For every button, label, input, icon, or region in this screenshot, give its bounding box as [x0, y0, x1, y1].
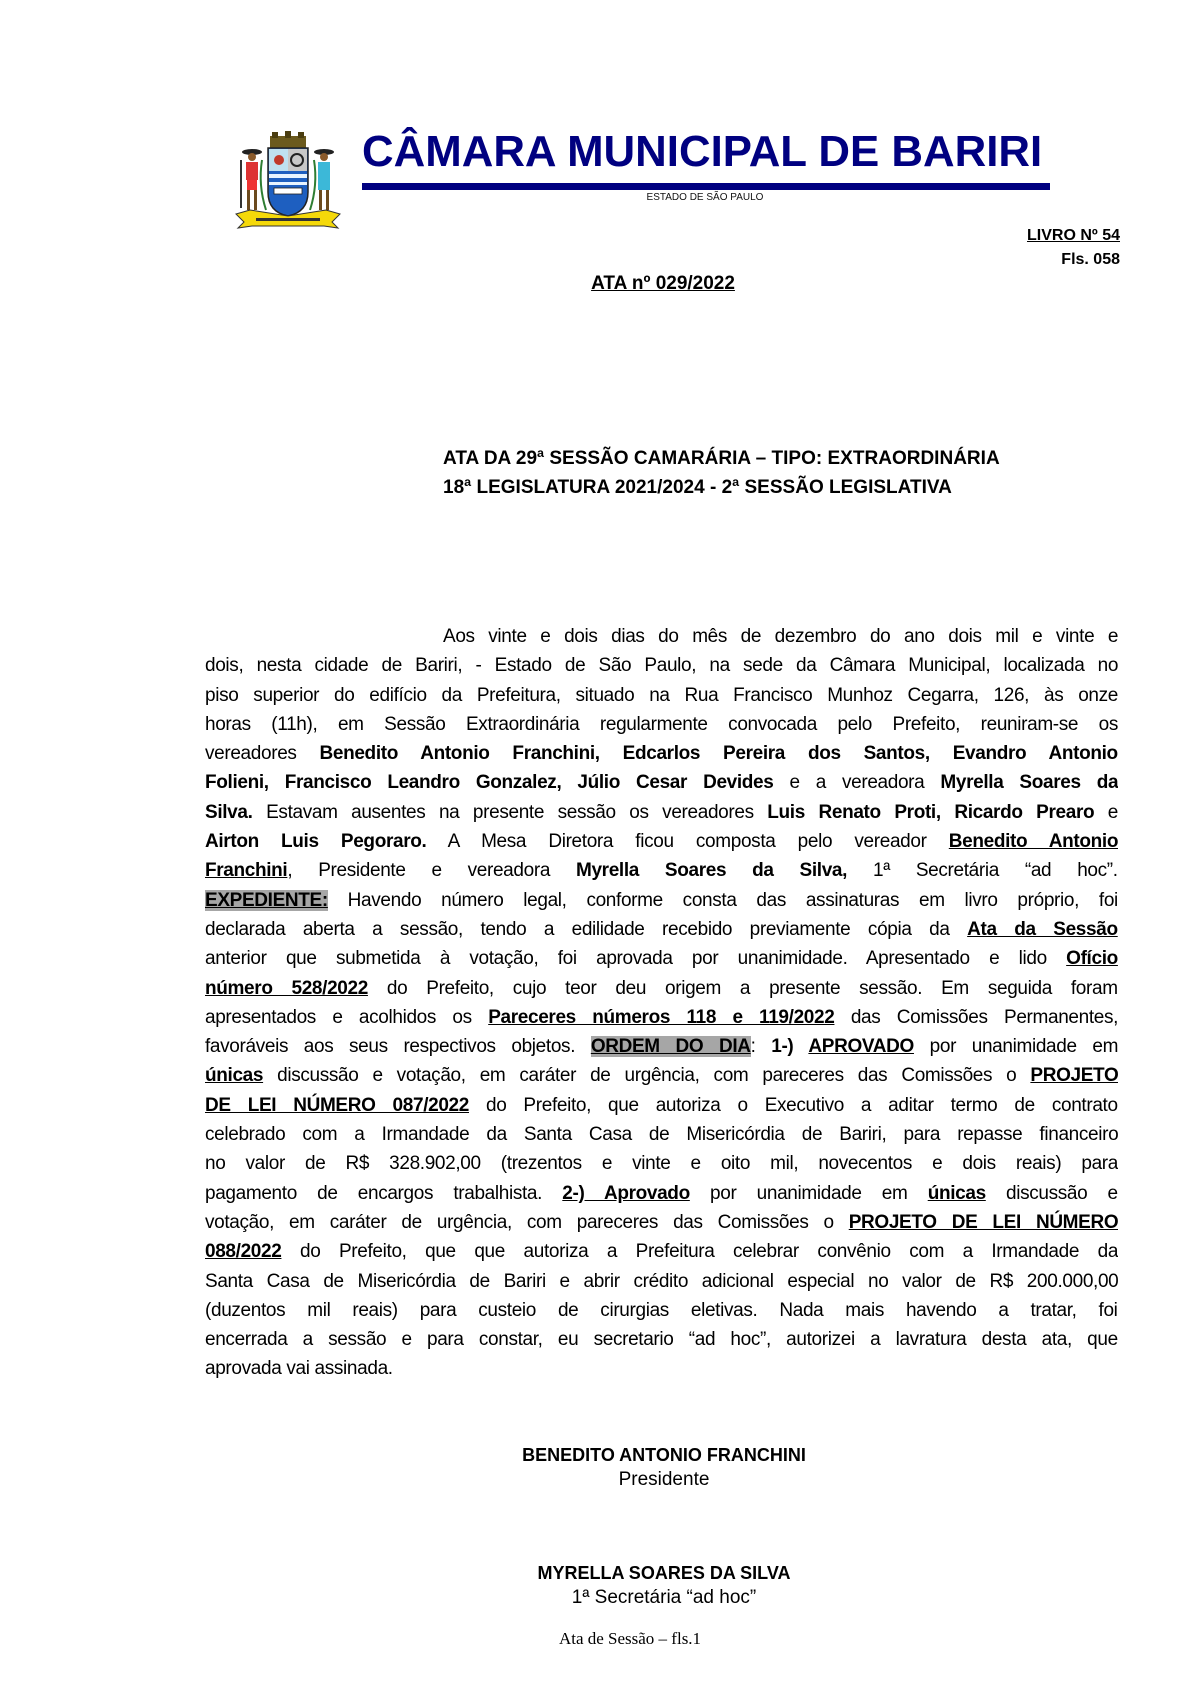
- text-run: por unanimidade em: [689, 1182, 928, 1204]
- municipal-coat-of-arms-icon: [232, 130, 342, 230]
- text-run: por unanimidade em: [913, 1036, 1118, 1058]
- body-line: [205, 1179, 1118, 1208]
- text-run: Folieni, Francisco Leandro Gonzalez, Júlio Cesar Devides: [205, 772, 774, 794]
- text-run: aprovada vai assinada.: [205, 1358, 393, 1380]
- org-subtitle: ESTADO DE SÃO PAULO: [646, 192, 764, 203]
- text-run: PROJETO DE LEI NÚMERO: [848, 1211, 1118, 1233]
- signatory-name: BENEDITO ANTONIO FRANCHINI: [522, 1445, 806, 1465]
- text-run: 2-) Aprovado: [562, 1182, 690, 1204]
- text-run: 1ª Secretária “ad hoc”.: [847, 860, 1118, 882]
- text-run: A Mesa Diretora ficou composta pelo vereador: [426, 831, 949, 853]
- body-line: [205, 1032, 1118, 1061]
- text-run: Myrella Soares da Silva,: [575, 860, 848, 882]
- body-line: [205, 856, 1118, 885]
- text-run: dois, nesta cidade de Bariri, - Estado de São Paulo, na sede da Câmara Municipal, localizada no: [205, 655, 1118, 677]
- text-run: e a vereadora: [773, 772, 941, 794]
- body-line: [205, 768, 1118, 797]
- text-run: PROJETO: [1030, 1065, 1118, 1087]
- body-line: [205, 974, 1118, 1003]
- body-line: [205, 798, 1118, 827]
- body-line: [205, 739, 1118, 768]
- session-heading: [443, 444, 1083, 502]
- text-run: número 528/2022: [205, 977, 368, 999]
- text-run: Pareceres números 118 e 119/2022: [488, 1006, 835, 1028]
- body-line: [205, 944, 1118, 973]
- text-run: Havendo número legal, conforme consta das assinaturas em livro próprio, foi: [327, 889, 1118, 911]
- text-run: únicas: [205, 1065, 264, 1087]
- text-run: Silva.: [205, 801, 253, 823]
- footer-note: Ata de Sessão – fls.1: [558, 1629, 702, 1648]
- section-label: EXPEDIENTE:: [205, 889, 328, 911]
- text-run: Benedito Antonio: [948, 831, 1118, 853]
- section-label: ORDEM DO DIA: [590, 1036, 751, 1058]
- text-run: do Prefeito, que autoriza o Executivo a aditar termo de contrato: [469, 1094, 1118, 1116]
- minutes-body: [205, 622, 1118, 1384]
- body-line: [205, 1149, 1118, 1178]
- text-run: piso superior do edifício da Prefeitura, situado na Rua Francisco Munhoz Cegarra, 126, às onze: [205, 684, 1118, 706]
- body-line: [205, 1120, 1118, 1149]
- body-line: [205, 915, 1118, 944]
- body-line: [205, 1208, 1118, 1237]
- text-run: anterior que submetida à votação, foi aprovada por unanimidade. Apresentado e lido: [205, 948, 1067, 970]
- text-run: apresentados e acolhidos os: [205, 1006, 489, 1028]
- body-line: [205, 651, 1118, 680]
- text-run: declarada aberta a sessão, tendo a edilidade recebido previamente cópia da: [205, 918, 968, 940]
- text-run: :: [750, 1036, 772, 1058]
- body-line: [205, 827, 1118, 856]
- book-reference: [1027, 224, 1120, 272]
- text-run: pagamento de encargos trabalhista.: [205, 1182, 563, 1204]
- text-run: e: [1094, 801, 1118, 823]
- text-run: APROVADO: [808, 1036, 914, 1058]
- document-title: ATA nº 029/2022: [591, 273, 735, 294]
- text-run: (duzentos mil reais) para custeio de cirurgias eletivas. Nada mais havendo a tratar, foi: [205, 1299, 1118, 1321]
- text-run: discussão e: [985, 1182, 1118, 1204]
- text-run: 088/2022: [205, 1241, 282, 1263]
- text-run: Benedito Antonio Franchini, Edcarlos Pereira dos Santos, Evandro Antonio: [319, 743, 1118, 765]
- signatory-role: 1ª Secretária “ad hoc”: [571, 1587, 757, 1608]
- body-line: [205, 1354, 1118, 1383]
- text-run: celebrado com a Irmandade da Santa Casa de Misericórdia de Bariri, para repasse financeiro: [205, 1124, 1118, 1146]
- text-run: Aos vinte e dois dias do mês de dezembro do ano dois mil e vinte e: [443, 626, 1118, 647]
- body-line: [205, 710, 1118, 739]
- book-number: LIVRO Nº 54: [1027, 227, 1120, 244]
- body-line: [205, 1091, 1118, 1120]
- text-run: DE LEI NÚMERO 087/2022: [205, 1094, 469, 1116]
- text-run: , Presidente e vereadora: [287, 860, 576, 882]
- body-line: [205, 1325, 1118, 1354]
- page-number: Fls. 058: [1061, 251, 1120, 268]
- session-heading-line-1: ATA DA 29ª SESSÃO CAMARÁRIA – TIPO: EXTRAORDINÁRIA: [443, 447, 1000, 469]
- text-run: vereadores: [205, 743, 320, 765]
- text-run: das Comissões Permanentes,: [834, 1006, 1118, 1028]
- text-run: 1-): [771, 1036, 809, 1058]
- header-rule: [362, 183, 1050, 190]
- text-run: Myrella Soares da: [940, 772, 1118, 794]
- body-line: [205, 1003, 1118, 1032]
- signature-block-president: [454, 1443, 874, 1493]
- text-run: Ofício: [1066, 948, 1118, 970]
- text-run: no valor de R$ 328.902,00 (trezentos e vinte e oito mil, novecentos e dois reais) para: [205, 1153, 1118, 1175]
- text-run: votação, em caráter de urgência, com pareceres das Comissões o: [205, 1211, 849, 1233]
- org-title: CÂMARA MUNICIPAL DE BARIRI: [362, 127, 1043, 176]
- crest-graphic: [232, 130, 342, 230]
- session-heading-line-2: 18ª LEGISLATURA 2021/2024 - 2ª SESSÃO LEGISLATIVA: [443, 476, 952, 498]
- text-run: horas (11h), em Sessão Extraordinária regularmente convocada pelo Prefeito, reuniram-se os: [205, 713, 1118, 735]
- body-line: [205, 622, 1118, 651]
- body-line: [205, 1296, 1118, 1325]
- body-line: [205, 1237, 1118, 1266]
- body-line: [205, 886, 1118, 915]
- text-run: Airton Luis Pegoraro.: [205, 831, 427, 853]
- signature-block-secretary: [454, 1561, 874, 1611]
- text-run: únicas: [927, 1182, 986, 1204]
- signatory-role: Presidente: [618, 1469, 710, 1490]
- text-run: Luis Renato Proti, Ricardo Prearo: [767, 801, 1095, 823]
- text-run: favoráveis aos seus respectivos objetos.: [205, 1036, 591, 1058]
- text-run: encerrada a sessão e para constar, eu secretario “ad hoc”, autorizei a lavratura desta ata, que: [205, 1329, 1118, 1351]
- text-run: Santa Casa de Misericórdia de Bariri e abrir crédito adicional especial no valor de R$ 200.000,00: [205, 1270, 1118, 1292]
- signatory-name: MYRELLA SOARES DA SILVA: [537, 1563, 791, 1583]
- body-line: [205, 1061, 1118, 1090]
- body-line: [205, 1267, 1118, 1296]
- text-run: do Prefeito, que que autoriza a Prefeitura celebrar convênio com a Irmandade da: [281, 1241, 1118, 1263]
- text-run: Ata da Sessão: [967, 918, 1118, 940]
- body-line: [205, 681, 1118, 710]
- text-run: Franchini: [205, 860, 288, 882]
- text-run: Estavam ausentes na presente sessão os vereadores: [252, 801, 768, 823]
- text-run: do Prefeito, cujo teor deu origem a presente sessão. Em seguida foram: [367, 977, 1118, 999]
- text-run: discussão e votação, em caráter de urgência, com pareceres das Comissões o: [263, 1065, 1031, 1087]
